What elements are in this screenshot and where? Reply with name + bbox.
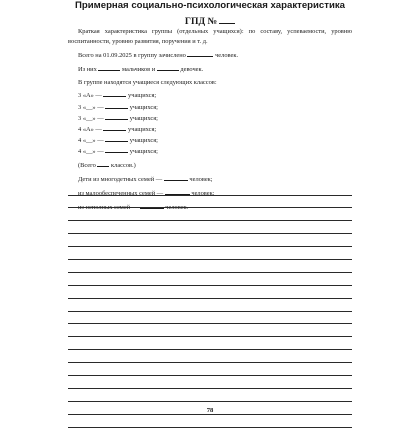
class-count-blank[interactable] [103,124,126,131]
class-suffix: учащихся; [130,137,158,144]
writing-line[interactable] [68,323,352,324]
class-suffix: учащихся; [128,126,156,133]
writing-line[interactable] [68,207,352,208]
writing-line[interactable] [68,427,352,428]
total-prefix: (Всего [78,162,96,169]
class-letter: «__» [83,137,96,144]
writing-line[interactable] [68,246,352,247]
boys-label: мальчиков и [122,66,155,73]
class-grade: 3 [78,92,81,99]
total-line [68,160,352,171]
class-suffix: учащихся; [130,115,158,122]
incomplete-prefix: из неполных семей — [78,204,138,211]
writing-lines[interactable] [68,195,352,439]
writing-line[interactable] [68,233,352,234]
large-families-prefix: Дети из многодетных семей — [78,176,162,183]
class-row: 4 «__» — учащихся; [68,135,352,146]
page-number: 78 [0,407,420,414]
intro-paragraph: Краткая характеристика группы (отдельных учащихся): по составу, успеваемости, уровню воспитанности, уровню развития, поручения и т. д. [68,27,352,47]
total-classes-blank[interactable] [97,160,109,167]
low-income-suffix: человек; [191,190,214,197]
writing-line[interactable] [68,388,352,389]
gender-prefix: Из них [78,66,97,73]
girls-blank[interactable] [157,64,179,71]
writing-line[interactable] [68,220,352,221]
girls-label: девочек. [180,66,203,73]
writing-line[interactable] [68,311,352,312]
low-income-prefix: из малообеспеченных семей — [78,190,163,197]
large-families-suffix: человек; [189,176,212,183]
class-letter: «__» [83,148,96,155]
form-body [68,27,352,213]
class-row: 4 «А» — учащихся; [68,124,352,135]
class-grade: 4 [78,137,81,144]
group-number-label: ГПД № [185,16,217,27]
class-count-blank[interactable] [105,146,128,153]
boys-blank[interactable] [98,64,120,71]
incomplete-suffix: человек. [165,204,188,211]
class-suffix: учащихся; [130,104,158,111]
classes-intro: В группе находятся учащиеся следующих классов: [68,78,352,88]
class-grade: 4 [78,126,81,133]
class-count-blank[interactable] [105,113,128,120]
writing-line[interactable] [68,375,352,376]
class-grade: 3 [78,104,81,111]
enrolled-line [68,50,352,61]
class-suffix: учащихся; [128,92,156,99]
group-number-blank[interactable] [219,15,235,24]
class-suffix: учащихся; [130,148,158,155]
classes-list [68,90,352,157]
gender-line [68,64,352,75]
enrolled-suffix: человек. [215,52,238,59]
class-count-blank[interactable] [105,102,128,109]
writing-line[interactable] [68,401,352,402]
class-letter: «__» [83,104,96,111]
writing-line[interactable] [68,259,352,260]
total-suffix: классов.) [111,162,136,169]
class-row: 3 «А» — учащихся; [68,90,352,101]
class-row: 3 «__» — учащихся; [68,113,352,124]
class-row: 3 «__» — учащихся; [68,102,352,113]
enrolled-prefix: Всего на 01.09.2025 в группу зачислено [78,52,186,59]
writing-line[interactable] [68,195,352,196]
enrolled-blank[interactable] [187,50,213,57]
class-grade: 3 [78,115,81,122]
writing-line[interactable] [68,349,352,350]
writing-line[interactable] [68,336,352,337]
writing-line[interactable] [68,298,352,299]
class-row: 4 «__» — учащихся; [68,146,352,157]
writing-line[interactable] [68,272,352,273]
class-count-blank[interactable] [103,90,126,97]
page-title: Примерная социально-психологическая характеристика [0,0,420,12]
class-letter: «__» [83,115,96,122]
class-letter: «А» [83,92,94,99]
class-grade: 4 [78,148,81,155]
large-families-blank[interactable] [164,174,188,181]
large-families-line [68,174,352,185]
writing-line[interactable] [68,362,352,363]
class-count-blank[interactable] [105,135,128,142]
class-letter: «А» [83,126,94,133]
writing-line[interactable] [68,285,352,286]
